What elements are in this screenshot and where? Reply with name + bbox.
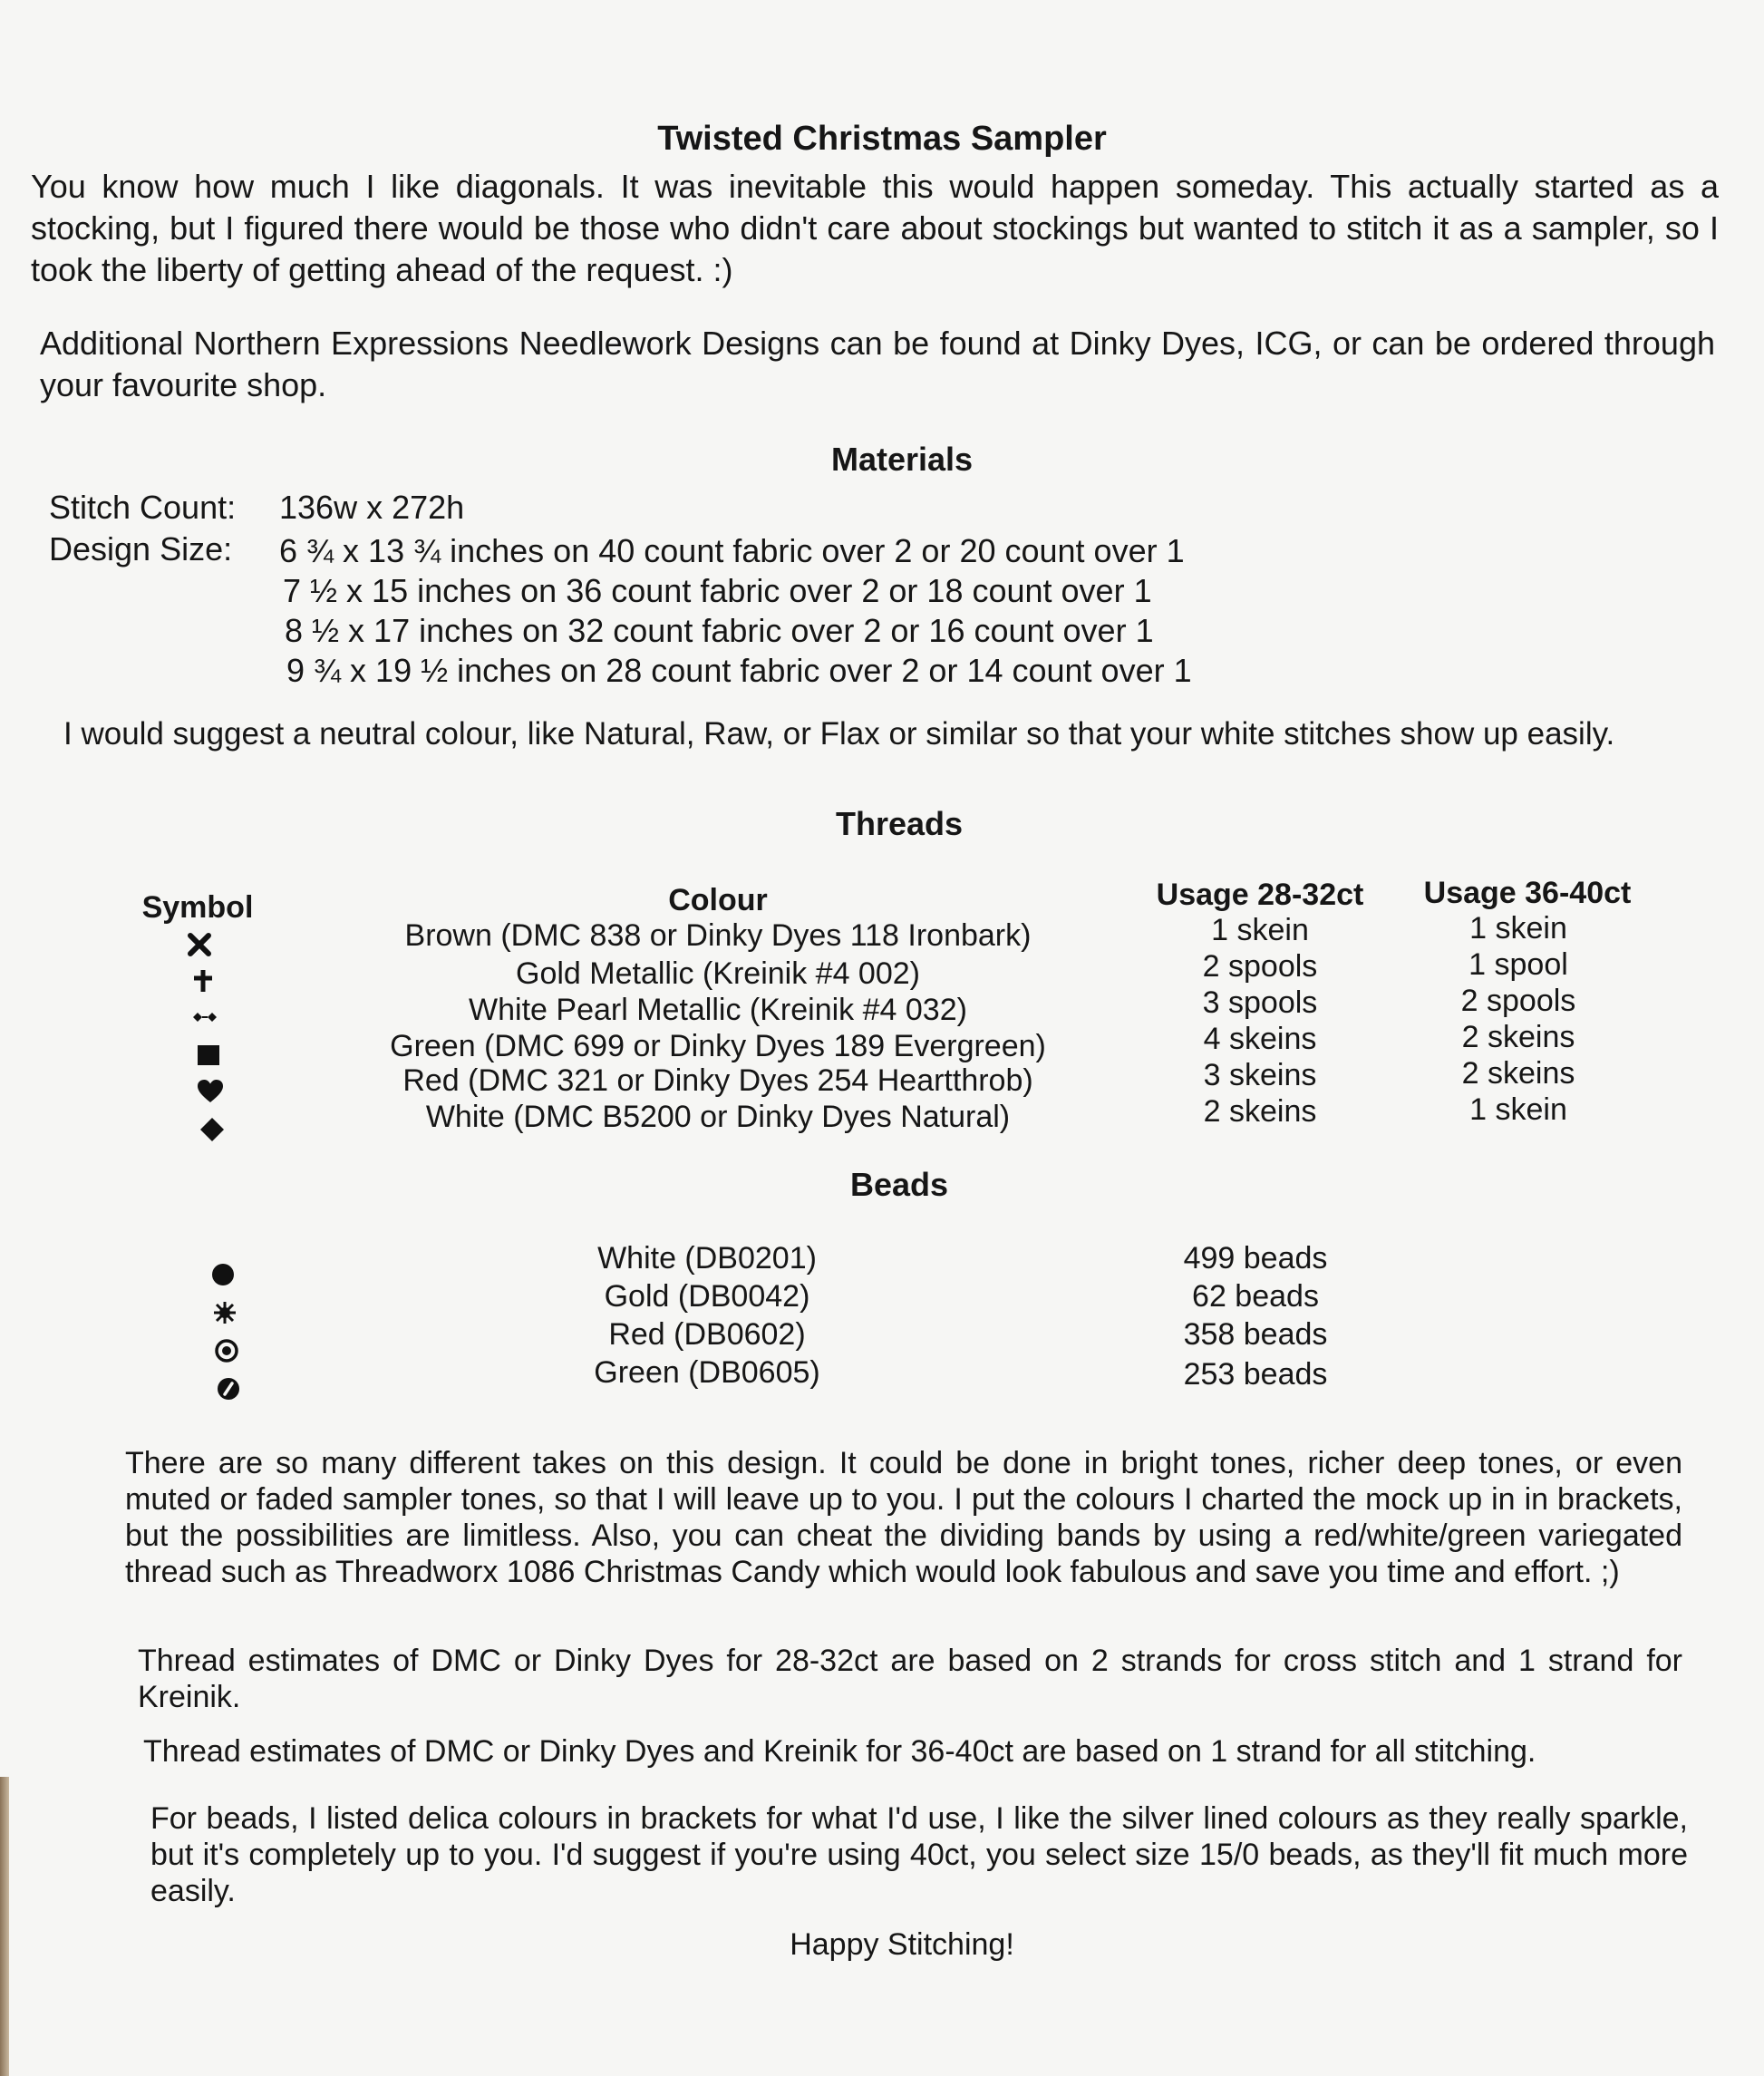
bead-colour: Red (DB0602)	[608, 1317, 806, 1352]
thread-colour: Red (DMC 321 or Dinky Dyes 254 Heartthrob)	[402, 1063, 1033, 1098]
thread-colour: Green (DMC 699 or Dinky Dyes 189 Evergreen)	[390, 1029, 1046, 1063]
design-size-label: Design Size:	[49, 530, 233, 568]
bead-count: 62 beads	[1192, 1279, 1319, 1314]
thread-estimate-28-32-paragraph: Thread estimates of DMC or Dinky Dyes for 28-32ct are based on 2 strands for cross stitch and 1 strand for Kreinik.	[138, 1644, 1682, 1714]
usage-28-32-value: 2 spools	[1202, 949, 1318, 984]
usage-28-32-column-header: Usage 28-32ct	[1156, 878, 1364, 912]
colour-column-header: Colour	[668, 883, 768, 917]
usage-28-32-value: 3 spools	[1202, 985, 1318, 1020]
design-size-line: 8 ½ x 17 inches on 32 count fabric over 2 or 16 count over 1	[285, 612, 1154, 649]
thread-colour: Gold Metallic (Kreinik #4 002)	[516, 956, 920, 991]
double-diamond-icon	[187, 999, 223, 1035]
document-title: Twisted Christmas Sampler	[657, 120, 1107, 158]
diamond-icon	[194, 1111, 230, 1148]
intro-shops-paragraph: Additional Northern Expressions Needlework Designs can be found at Dinky Dyes, ICG, or can be ordered through your favourite shop.	[40, 325, 1715, 403]
slashed-circle-icon	[210, 1371, 247, 1407]
thread-colour: Brown (DMC 838 or Dinky Dyes 118 Ironbark)	[404, 918, 1032, 953]
bead-count: 358 beads	[1183, 1317, 1328, 1352]
heart-icon	[192, 1073, 228, 1110]
thread-colour: White Pearl Metallic (Kreinik #4 032)	[469, 993, 967, 1027]
signoff: Happy Stitching!	[790, 1927, 1014, 1962]
usage-28-32-value: 3 skeins	[1203, 1058, 1317, 1092]
cross-x-icon	[181, 926, 218, 963]
page-edge-shadow	[0, 1777, 9, 2076]
design-size-line: 6 ¾ x 13 ¾ inches on 40 count fabric over 2 or 20 count over 1	[279, 532, 1185, 569]
usage-36-40-value: 2 skeins	[1461, 1056, 1575, 1091]
usage-36-40-value: 1 skein	[1469, 1092, 1567, 1127]
square-icon	[190, 1037, 227, 1073]
usage-28-32-value: 2 skeins	[1203, 1094, 1317, 1129]
beads-notes-paragraph: For beads, I listed delica colours in brackets for what I'd use, I like the silver lined colours as they really sparkle, but it's completely up to you. I'd suggest if you're using 40ct, you select size 15/0 beads, as they'll fit much more easily.	[150, 1801, 1688, 1908]
usage-36-40-value: 1 spool	[1468, 947, 1568, 982]
usage-28-32-value: 4 skeins	[1203, 1022, 1317, 1056]
materials-heading: Materials	[830, 441, 974, 478]
threads-heading: Threads	[835, 805, 964, 842]
stitch-count-label: Stitch Count:	[49, 489, 237, 526]
bead-colour: Gold (DB0042)	[604, 1279, 810, 1314]
intro-paragraph: You know how much I like diagonals. It was inevitable this would happen someday. This actually started as a stocking, but I figured there would be those who didn't care about stockings but wanted to stitch it as a sampler, so I took the liberty of getting ahead of the request. :)	[31, 168, 1719, 288]
design-size-line: 7 ½ x 15 inches on 36 count fabric over 2 or 18 count over 1	[283, 572, 1152, 609]
thread-estimate-36-40-paragraph: Thread estimates of DMC or Dinky Dyes and Kreinik for 36-40ct are based on 1 strand for all stitching.	[143, 1734, 1536, 1769]
stitch-count-value: 136w x 272h	[279, 489, 465, 526]
bead-colour: Green (DB0605)	[594, 1355, 820, 1390]
symbol-column-header: Symbol	[141, 890, 254, 925]
starburst-icon	[207, 1295, 243, 1331]
bead-count: 253 beads	[1183, 1357, 1328, 1392]
filled-circle-icon	[205, 1256, 241, 1293]
usage-36-40-value: 2 skeins	[1461, 1020, 1575, 1054]
usage-36-40-column-header: Usage 36-40ct	[1423, 876, 1632, 910]
target-circle-icon	[208, 1333, 245, 1369]
bead-colour: White (DB0201)	[597, 1241, 817, 1276]
plus-icon	[185, 963, 221, 999]
bead-count: 499 beads	[1183, 1241, 1328, 1276]
beads-heading: Beads	[849, 1166, 949, 1203]
usage-36-40-value: 1 skein	[1469, 911, 1567, 946]
fabric-note: I would suggest a neutral colour, like Natural, Raw, or Flax or similar so that your white stitches show up easily.	[63, 716, 1615, 752]
design-notes-paragraph: There are so many different takes on this design. It could be done in bright tones, richer deep tones, or even muted or faded sampler tones, so that I will leave up to you. I put the colours I charted the mock up in in brackets, but the possibilities are limitless. Also, you can cheat the dividing bands by using a red/white/green variegated thread such as Threadworx 1086 Christmas Candy which would look fabulous and save you time and effort. ;)	[125, 1446, 1682, 1589]
design-size-line: 9 ¾ x 19 ½ inches on 28 count fabric over 2 or 14 count over 1	[286, 652, 1192, 689]
usage-28-32-value: 1 skein	[1211, 913, 1309, 947]
thread-colour: White (DMC B5200 or Dinky Dyes Natural)	[425, 1100, 1011, 1134]
usage-36-40-value: 2 spools	[1460, 984, 1576, 1018]
